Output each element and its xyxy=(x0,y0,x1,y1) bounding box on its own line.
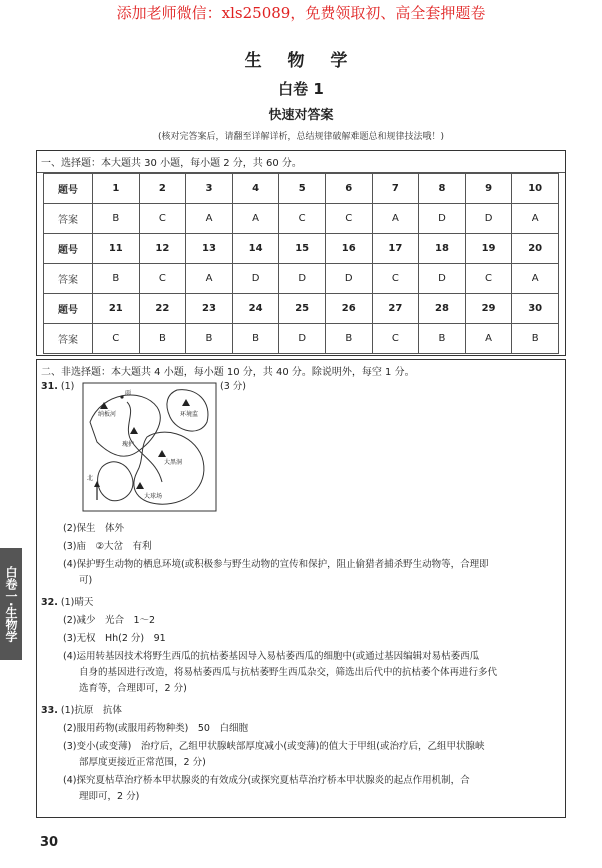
row-label: 题号 xyxy=(44,234,93,264)
mountain-icon xyxy=(158,450,166,457)
answer-cell: B xyxy=(232,324,279,354)
page-subtitle: 白卷 1 xyxy=(278,80,324,98)
answer-cell: D xyxy=(232,264,279,294)
question-number: 8 xyxy=(419,174,466,204)
table-row xyxy=(44,174,559,204)
question-number: 25 xyxy=(279,294,326,324)
table-row xyxy=(44,324,559,354)
q33-part1 xyxy=(41,704,122,717)
page-number: 30 xyxy=(40,835,59,850)
answer-text: (4)探究夏枯草治疗桥本甲状腺炎的有效成分(或探究夏枯草治疗桥本甲状腺炎的起点作用机制，合 xyxy=(63,775,470,786)
mountain-icon xyxy=(182,399,190,406)
question-number: 4 xyxy=(232,174,279,204)
answer-text: (2)减少 光合 1～2 xyxy=(63,615,156,626)
answer-cell: D xyxy=(325,264,372,294)
answer-cell: D xyxy=(419,264,466,294)
answer-text: 自身的基因进行改造，将易枯萎西瓜与抗枯萎野生西瓜杂交，筛选出后代中的抗枯萎个体再进行多代 xyxy=(79,667,498,678)
question-number: 20 xyxy=(512,234,559,264)
answer-cell: A xyxy=(512,204,559,234)
part2-heading: 二、非选择题：本大题共 4 小题，每小题 10 分，共 40 分。除说明外，每空 1 分。 xyxy=(41,367,415,378)
map-label: 瑰护 xyxy=(122,441,135,448)
choice-answer-box xyxy=(36,150,566,356)
map-label: 大黑洞 xyxy=(164,459,183,466)
map-label: 大球场 xyxy=(144,493,163,500)
map-label: 雨 xyxy=(125,390,132,397)
answer-cell: C xyxy=(279,204,326,234)
q32-part1 xyxy=(41,596,93,609)
row-label: 题号 xyxy=(44,174,93,204)
free-response-box xyxy=(36,359,566,818)
row-label: 答案 xyxy=(44,204,93,234)
mountain-icon xyxy=(130,427,138,434)
promo-banner: 添加老师微信：xls25089，免费领取初、高全套押题卷 xyxy=(116,4,486,22)
answer-cell: C xyxy=(139,264,186,294)
answer-cell: B xyxy=(93,264,140,294)
answer-cell: A xyxy=(465,324,512,354)
map-label: 纳板河 xyxy=(98,411,117,418)
answer-cell: C xyxy=(372,324,419,354)
question-number: 26 xyxy=(325,294,372,324)
answer-cell: A xyxy=(186,264,233,294)
section-title: 快速对答案 xyxy=(268,108,334,123)
answer-cell: D xyxy=(419,204,466,234)
map-label: 北 xyxy=(87,475,94,482)
question-number: 21 xyxy=(93,294,140,324)
map-drawing xyxy=(82,382,217,512)
part1-heading: 一、选择题：本大题共 30 小题，每小题 2 分，共 60 分。 xyxy=(37,151,565,173)
question-number: 22 xyxy=(139,294,186,324)
answer-cell: B xyxy=(93,204,140,234)
instruction-note: (核对完答案后，请翻至详解详析，总结规律破解难题总和规律技法哦！) xyxy=(157,132,445,142)
question-number: 7 xyxy=(372,174,419,204)
page-title: 生 物 学 xyxy=(244,51,358,71)
answer-cell: B xyxy=(139,324,186,354)
question-number: 5 xyxy=(279,174,326,204)
table-row xyxy=(44,234,559,264)
question-number: 2 xyxy=(139,174,186,204)
question-number: 9 xyxy=(465,174,512,204)
question-number: 28 xyxy=(419,294,466,324)
location-dot xyxy=(120,395,123,398)
row-label: 答案 xyxy=(44,324,93,354)
answer-text: (1)晴天 xyxy=(60,597,94,608)
answer-text: 可) xyxy=(79,575,93,586)
q31-part1 xyxy=(41,380,74,393)
map-region-outline xyxy=(98,462,133,501)
question-number: 14 xyxy=(232,234,279,264)
question-number: 17 xyxy=(372,234,419,264)
question-number: 30 xyxy=(512,294,559,324)
answer-cell: B xyxy=(186,324,233,354)
question-number: 11 xyxy=(93,234,140,264)
reserve-map-figure xyxy=(82,382,217,512)
answer-cell: A xyxy=(512,264,559,294)
side-tab: 白卷一·生物学 xyxy=(0,548,22,660)
answer-cell: C xyxy=(139,204,186,234)
answer-cell: D xyxy=(279,264,326,294)
answer-text: (4)运用转基因技术将野生西瓜的抗枯萎基因导入易枯萎西瓜的细胞中(或通过基因编辑对易枯萎西瓜 xyxy=(63,651,480,662)
answer-text: (2)服用药物(或服用药物种类) 50 白细胞 xyxy=(63,723,248,734)
answer-cell: C xyxy=(372,264,419,294)
answer-cell: B xyxy=(419,324,466,354)
answer-cell: A xyxy=(186,204,233,234)
answer-text: (4)保护野生动物的栖息环境(或积极参与野生动物的宣传和保护，阻止偷猎者捕杀野生动物等，合理即 xyxy=(63,559,489,570)
answer-text: (3)庙 ②大岔 有利 xyxy=(63,541,152,552)
answer-text: 选育等，合理即可，2 分) xyxy=(79,683,187,694)
answer-cell: B xyxy=(325,324,372,354)
answer-text: 部厚度更接近正常范围，2 分) xyxy=(79,757,206,768)
question-number: 1 xyxy=(93,174,140,204)
question-number: 33. xyxy=(41,705,58,716)
question-number: 15 xyxy=(279,234,326,264)
map-label: 环境监 xyxy=(180,411,199,418)
answer-cell: C xyxy=(325,204,372,234)
question-number: 32. xyxy=(41,597,58,608)
question-number: 19 xyxy=(465,234,512,264)
answer-text: (3)变小(或变薄) 治疗后，乙组甲状腺峡部厚度减小(或变薄)的值大于甲组(或治疗后，乙组甲状腺峡 xyxy=(63,741,485,752)
answer-text: (2)保生 体外 xyxy=(63,523,124,534)
question-number: 10 xyxy=(512,174,559,204)
table-row xyxy=(44,264,559,294)
question-number: 6 xyxy=(325,174,372,204)
answer-text: (1)抗原 抗体 xyxy=(60,705,122,716)
row-label: 答案 xyxy=(44,264,93,294)
question-number: 16 xyxy=(325,234,372,264)
answer-text: (3)无权 Hh(2 分) 91 xyxy=(63,633,166,644)
mountain-icon xyxy=(136,482,144,489)
question-number: 31. xyxy=(41,381,58,392)
question-number: 3 xyxy=(186,174,233,204)
answer-cell: A xyxy=(232,204,279,234)
answer-table xyxy=(43,173,559,354)
question-number: 27 xyxy=(372,294,419,324)
table-row xyxy=(44,204,559,234)
answer-cell: D xyxy=(465,204,512,234)
answer-text: 理即可，2 分) xyxy=(79,791,140,802)
answer-cell: A xyxy=(372,204,419,234)
answer-cell: D xyxy=(279,324,326,354)
question-number: 13 xyxy=(186,234,233,264)
north-arrow-head xyxy=(94,481,100,487)
question-number: 29 xyxy=(465,294,512,324)
answer-text: (1) xyxy=(60,381,75,392)
question-number: 12 xyxy=(139,234,186,264)
answer-cell: C xyxy=(465,264,512,294)
table-row xyxy=(44,294,559,324)
answer-cell: C xyxy=(93,324,140,354)
answer-cell: B xyxy=(512,324,559,354)
question-number: 18 xyxy=(419,234,466,264)
row-label: 题号 xyxy=(44,294,93,324)
score-label: (3 分) xyxy=(220,381,246,392)
question-number: 24 xyxy=(232,294,279,324)
question-number: 23 xyxy=(186,294,233,324)
